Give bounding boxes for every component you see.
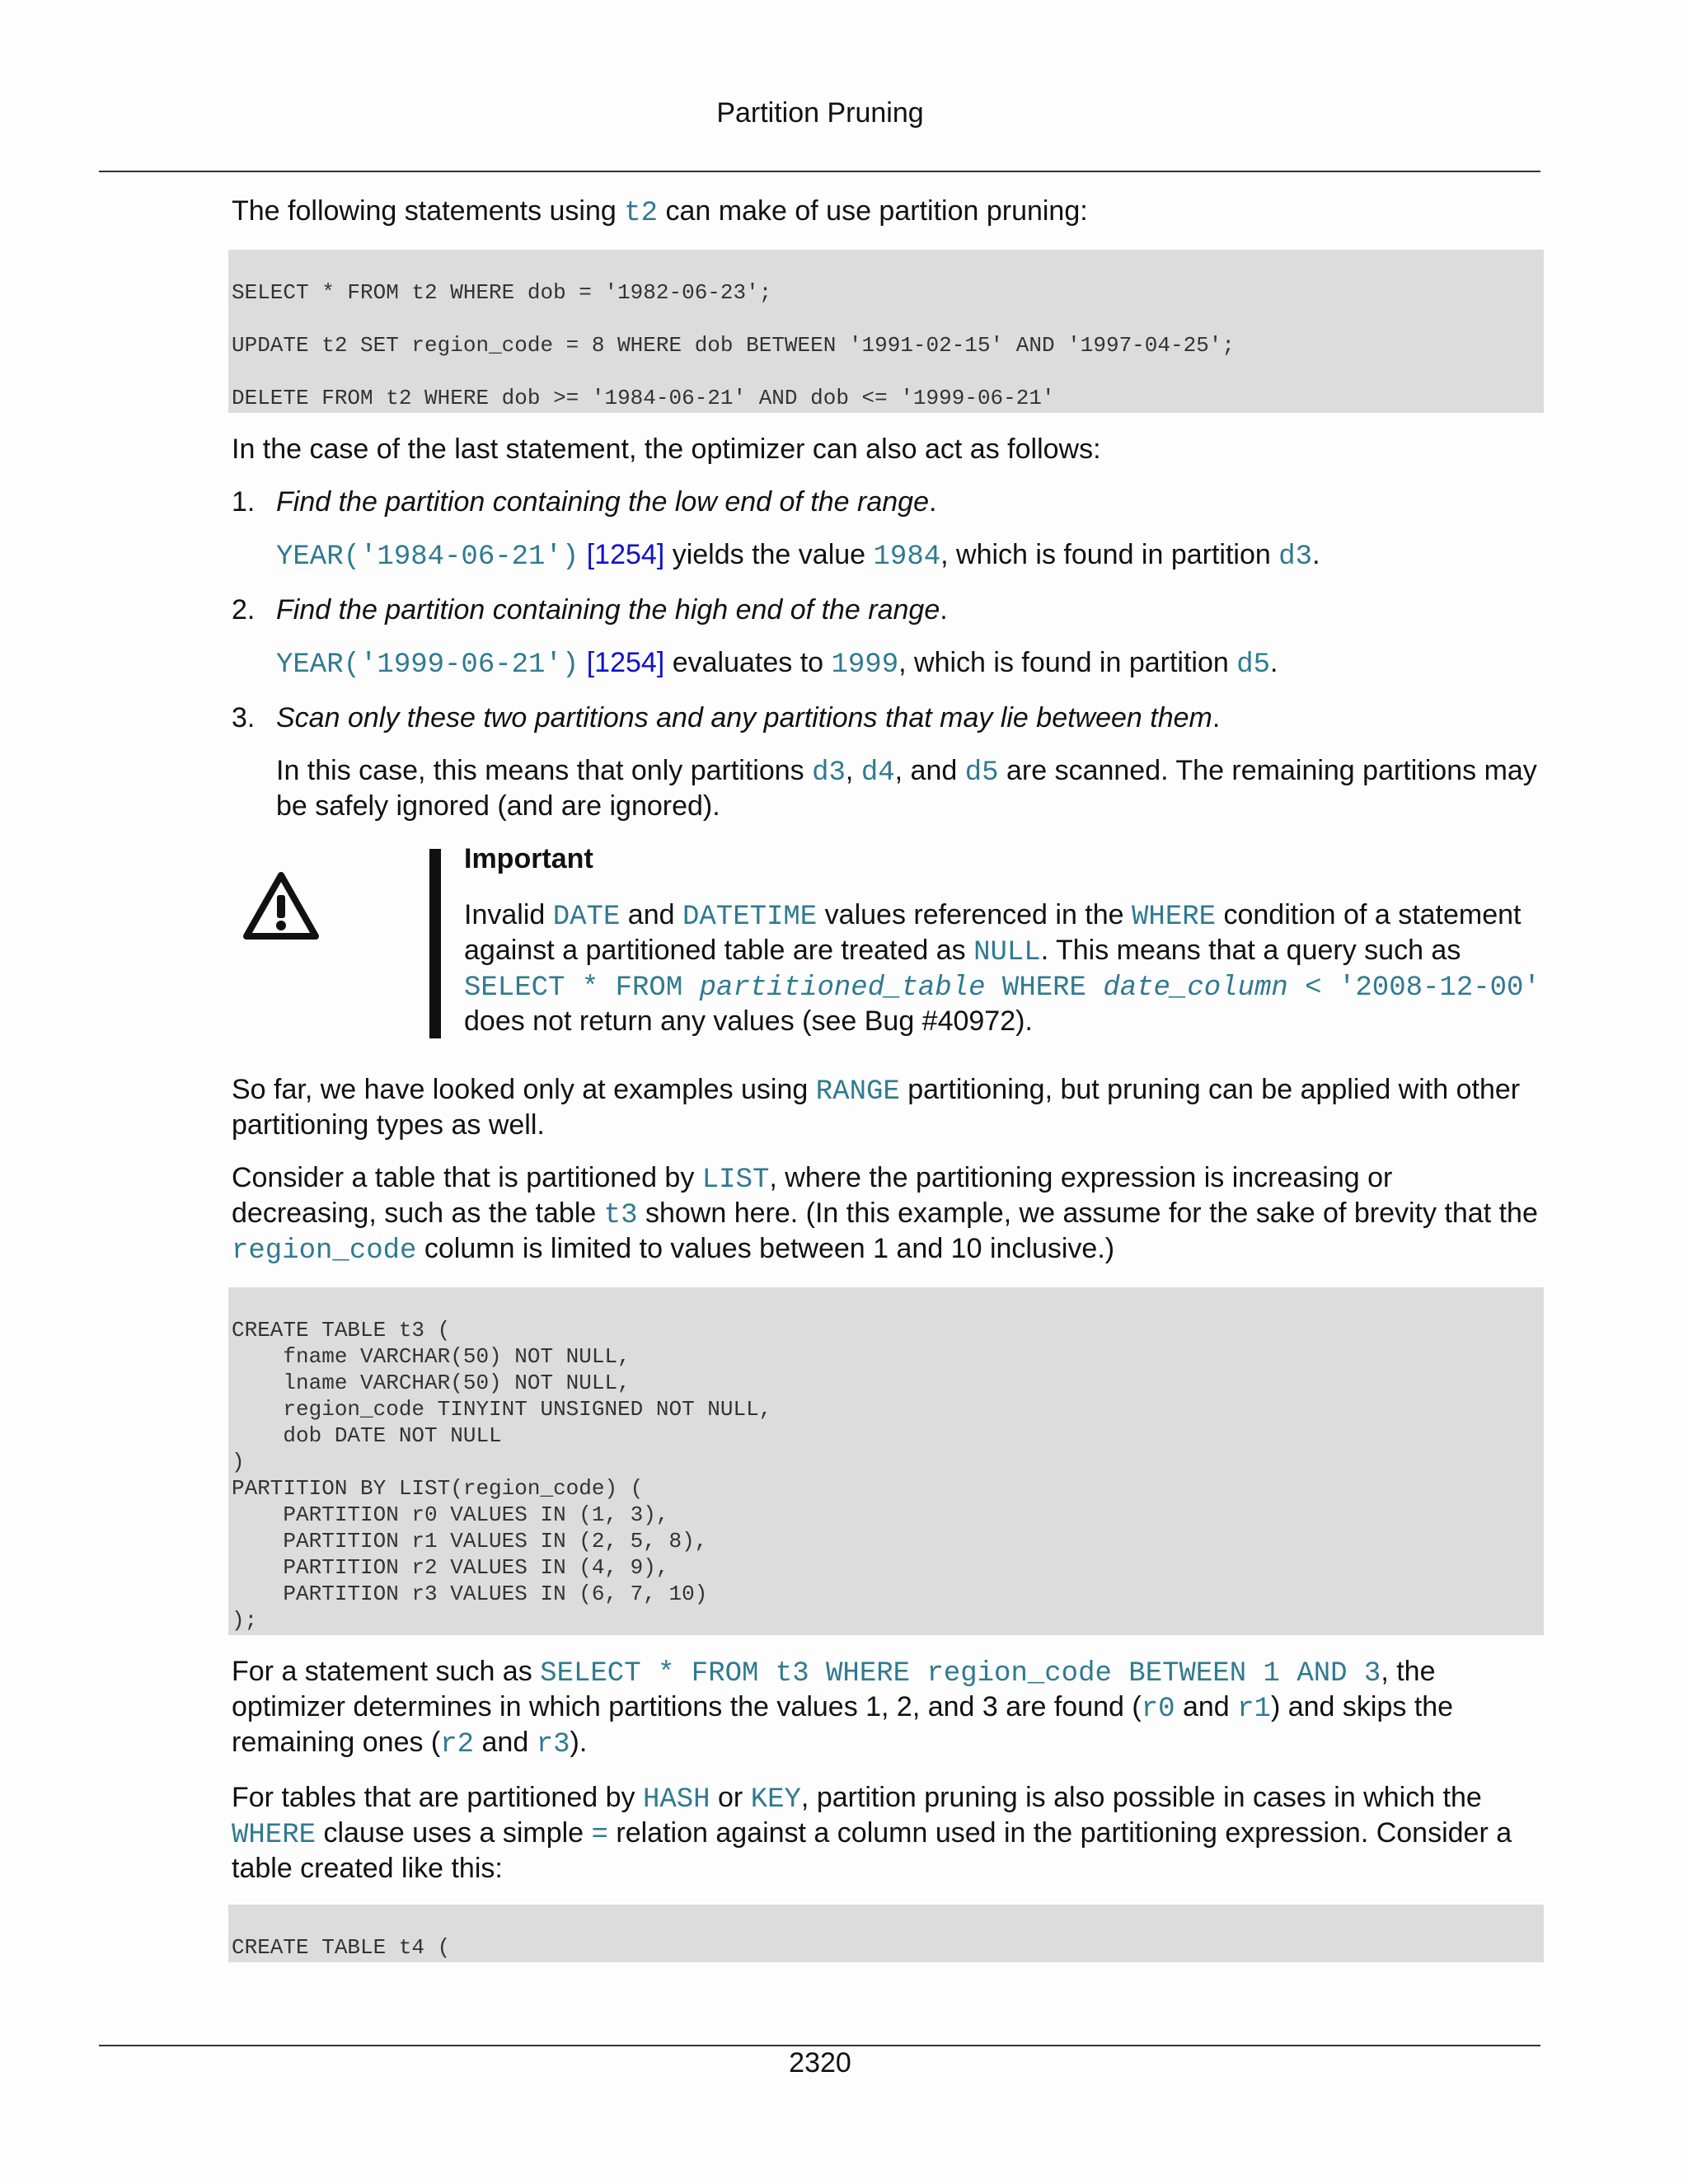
admonition-title: Important	[464, 843, 593, 874]
code-value: 1999	[831, 649, 899, 681]
code-datetime: DATETIME	[682, 902, 818, 933]
code-line: PARTITION r1 VALUES IN (2, 5, 8),	[232, 1529, 708, 1554]
code-range: RANGE	[815, 1076, 900, 1108]
para-text: and	[1175, 1691, 1238, 1722]
admon-text: Invalid	[464, 899, 553, 930]
step-detail	[276, 754, 1544, 823]
para-text: , the optimizer determines in which partitions the values 1, 2, and 3 are found (	[232, 1656, 1436, 1722]
para-text: column is limited to values between 1 and 10 inclusive.)	[416, 1233, 1115, 1264]
para-text: or	[710, 1782, 751, 1813]
code-partition: d3	[812, 757, 846, 789]
code-line: PARTITION r2 VALUES IN (4, 9),	[232, 1555, 669, 1580]
last-statement-paragraph: In the case of the last statement, the optimizer can also act as follows:	[232, 434, 1101, 465]
code-partition: d5	[964, 757, 999, 789]
code-query-part: < '2008-12-00'	[1287, 972, 1540, 1004]
code-line: CREATE TABLE t3 (	[232, 1318, 451, 1343]
code-line: fname VARCHAR(50) NOT NULL,	[232, 1344, 631, 1369]
admon-text: does not return any values (see Bug #40972).	[464, 1005, 1033, 1037]
intro-text-end: can make of use partition pruning:	[658, 195, 1088, 227]
page-content	[232, 194, 1544, 1982]
code-line: UPDATE t2 SET region_code = 8 WHERE dob BETWEEN '1991-02-15' AND '1997-04-25';	[232, 333, 1235, 358]
step-text: ,	[845, 755, 861, 786]
code-line: PARTITION r3 VALUES IN (6, 7, 10)	[232, 1582, 708, 1606]
optimizer-steps-list	[232, 485, 1544, 823]
code-line: PARTITION BY LIST(region_code) (	[232, 1476, 644, 1501]
para-text: For a statement such as	[232, 1656, 541, 1687]
step-title: Find the partition containing the high end of the range	[276, 594, 940, 626]
code-query-part: SELECT * FROM	[464, 972, 700, 1004]
para-text: , partition pruning is also possible in cases in which the	[800, 1782, 1482, 1813]
code-query-part: WHERE	[985, 972, 1104, 1004]
para-text: , where the partitioning expression is increasing or decreasing, such as the table	[232, 1162, 1393, 1229]
admon-text: . This means that a query such as	[1040, 935, 1461, 966]
step-text: .	[1312, 539, 1320, 570]
for-tables-paragraph	[232, 1781, 1544, 1885]
code-line: lname VARCHAR(50) NOT NULL,	[232, 1371, 631, 1395]
code-where: WHERE	[232, 1820, 316, 1851]
admon-text: condition of a statement against a partitioned table are treated as	[464, 899, 1522, 966]
header-rule	[99, 171, 1540, 172]
para-text: partitioning, but pruning can be applied with other partitioning types as well.	[232, 1074, 1521, 1141]
code-r2: r2	[440, 1729, 475, 1760]
function-link[interactable]: [1254]	[586, 539, 665, 570]
code-line: )	[232, 1450, 245, 1474]
para-text: and	[474, 1727, 537, 1758]
code-line: dob DATE NOT NULL	[232, 1423, 502, 1448]
code-partition: d3	[1278, 541, 1313, 573]
code-block-t2-statements	[228, 250, 1544, 413]
code-query-column: date_column	[1103, 972, 1288, 1004]
code-r0: r0	[1141, 1694, 1175, 1725]
step-number: 3.	[232, 702, 256, 733]
code-partition: d5	[1236, 649, 1271, 681]
intro-paragraph	[232, 194, 1544, 230]
code-date: DATE	[552, 902, 621, 933]
code-t3: t3	[603, 1200, 638, 1231]
step-text: In this case, this means that only partitions	[276, 755, 813, 786]
list-item: 3. Scan only these two partitions and any partitions that may lie between them. In this case, this means that only partitions d3, d4, and d5 are scanned. The remaining partitions may be safely ignored (and are ignored).	[232, 701, 1544, 823]
code-where: WHERE	[1132, 902, 1217, 933]
code-query-table: partitioned_table	[699, 972, 986, 1004]
function-link[interactable]: [1254]	[586, 647, 665, 678]
para-text: relation against a column used in the partitioning expression. Consider a table created like this:	[232, 1817, 1512, 1884]
para-text: So far, we have looked only at examples using	[232, 1074, 816, 1105]
important-admonition	[232, 842, 1544, 1053]
running-header: Partition Pruning	[716, 97, 924, 129]
para-text: ).	[570, 1727, 588, 1758]
code-value: 1984	[873, 541, 941, 573]
warning-triangle-icon	[241, 870, 321, 941]
code-line: SELECT * FROM t2 WHERE dob = '1982-06-23';	[232, 280, 772, 305]
step-detail	[276, 538, 1544, 574]
code-year-low: YEAR('1984-06-21')	[276, 541, 579, 573]
code-t2: t2	[624, 198, 659, 229]
para-text: shown here. (In this example, we assume for the sake of brevity that the	[637, 1197, 1538, 1229]
para-text: For tables that are partitioned by	[232, 1782, 643, 1813]
footer-rule	[99, 2045, 1540, 2046]
admonition-bar	[429, 849, 441, 1038]
code-null: NULL	[973, 937, 1041, 968]
admon-text: and	[620, 899, 682, 930]
admonition-text	[464, 898, 1544, 1038]
code-block-create-t3	[228, 1287, 1544, 1635]
intro-text: The following statements using	[232, 195, 625, 227]
consider-paragraph	[232, 1161, 1544, 1268]
code-select-t3: SELECT * FROM t3 WHERE region_code BETWEEN 1 AND 3	[540, 1658, 1381, 1690]
para-text: Consider a table that is partitioned by	[232, 1162, 702, 1193]
admonition-body	[464, 842, 1544, 1038]
step-text: are scanned. The remaining partitions may be safely ignored (and are ignored).	[276, 755, 1537, 822]
para-text: ) and skips the remaining ones (	[232, 1691, 1454, 1758]
code-region-code: region_code	[232, 1235, 417, 1267]
step-text: , which is found in partition	[898, 647, 1237, 678]
code-partition: d4	[860, 757, 895, 789]
step-title: Find the partition containing the low end of the range	[276, 486, 929, 518]
code-r3: r3	[536, 1729, 570, 1760]
list-item: 1. Find the partition containing the low end of the range. YEAR('1984-06-21') [1254] yields the value 1984, which is found in partition d3.	[232, 485, 1544, 574]
step-text: , which is found in partition	[940, 539, 1279, 570]
so-far-paragraph	[232, 1073, 1544, 1141]
code-line: PARTITION r0 VALUES IN (1, 3),	[232, 1502, 669, 1527]
page-number: 2320	[789, 2047, 851, 2079]
admon-text: values referenced in the	[817, 899, 1132, 930]
code-line: CREATE TABLE t4 (	[232, 1935, 451, 1960]
code-r1: r1	[1237, 1694, 1271, 1725]
step-detail	[276, 646, 1544, 682]
code-block-create-t4	[228, 1905, 1544, 1962]
code-equals: =	[591, 1820, 608, 1851]
for-statement-paragraph	[232, 1655, 1544, 1761]
step-title: Scan only these two partitions and any partitions that may lie between them	[276, 702, 1212, 733]
step-text: .	[1270, 647, 1278, 678]
code-line: region_code TINYINT UNSIGNED NOT NULL,	[232, 1397, 772, 1422]
step-text: yields the value	[664, 539, 874, 570]
code-key: KEY	[750, 1784, 801, 1816]
list-item: 2. Find the partition containing the high end of the range. YEAR('1999-06-21') [1254] evaluates to 1999, which is found in partition d5.	[232, 593, 1544, 682]
code-line: );	[232, 1608, 258, 1633]
step-number: 2.	[232, 594, 256, 626]
step-number: 1.	[232, 486, 256, 518]
code-year-high: YEAR('1999-06-21')	[276, 649, 579, 681]
code-hash: HASH	[642, 1784, 710, 1816]
para-text: clause uses a simple	[316, 1817, 592, 1849]
code-line: DELETE FROM t2 WHERE dob >= '1984-06-21' AND dob <= '1999-06-21'	[232, 386, 1055, 410]
step-text: , and	[894, 755, 965, 786]
code-list: LIST	[701, 1165, 770, 1196]
step-text: evaluates to	[664, 647, 832, 678]
